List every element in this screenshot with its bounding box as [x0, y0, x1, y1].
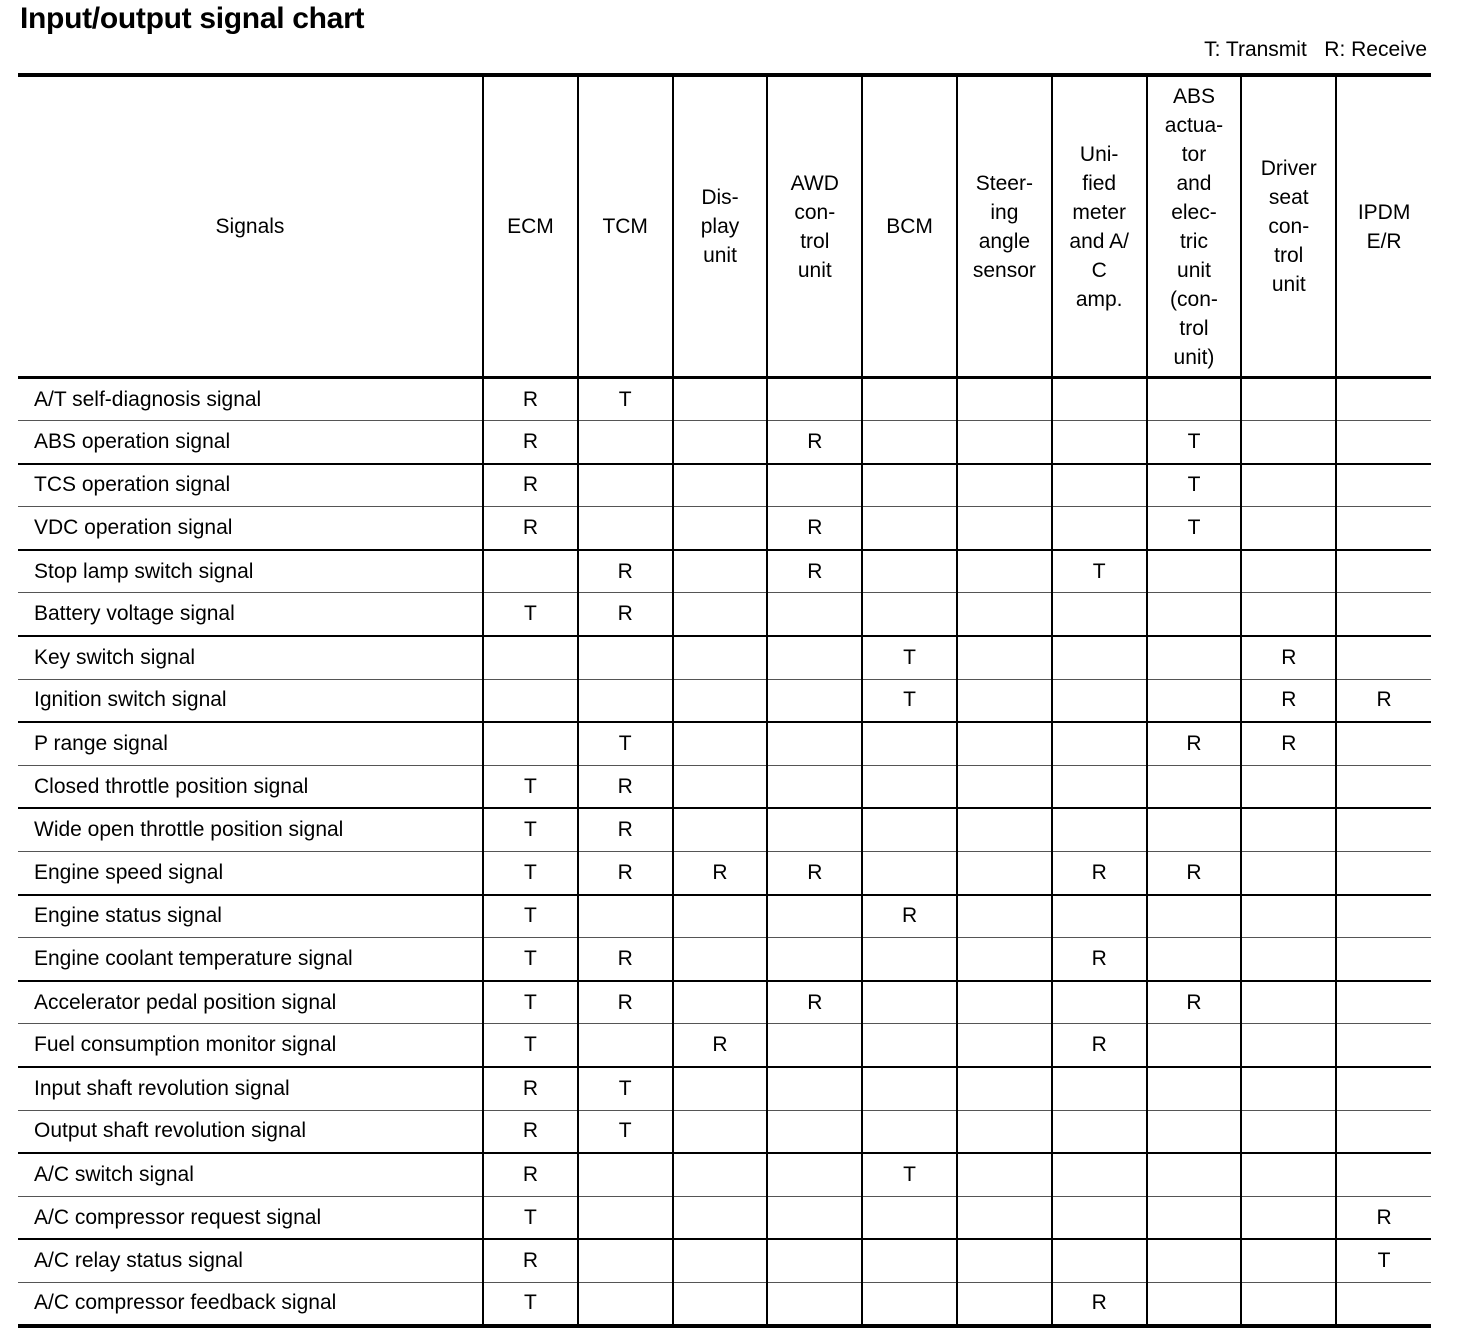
signal-cell	[483, 722, 578, 765]
signal-cell	[483, 679, 578, 722]
signal-cell: T	[862, 1153, 957, 1196]
signal-cell	[862, 550, 957, 593]
signal-cell	[1147, 1282, 1242, 1325]
table-row	[18, 507, 1431, 550]
signal-cell	[1147, 1153, 1242, 1196]
signal-cell: R	[578, 981, 673, 1024]
signal-cell	[578, 679, 673, 722]
signal-cell	[957, 1067, 1052, 1110]
signal-cell	[1241, 1282, 1336, 1325]
signal-cell	[1147, 1024, 1242, 1067]
table-row	[18, 679, 1431, 722]
table-row	[18, 1110, 1431, 1153]
signal-cell: T	[483, 852, 578, 895]
signal-cell	[1052, 1110, 1147, 1153]
signal-cell	[767, 895, 862, 938]
signal-cell	[1147, 938, 1242, 981]
signal-cell	[673, 1067, 768, 1110]
signal-cell: R	[483, 507, 578, 550]
table-row	[18, 593, 1431, 636]
table-row	[18, 464, 1431, 507]
table-row	[18, 1239, 1431, 1282]
signal-name: A/C switch signal	[34, 1162, 194, 1186]
signal-cell: R	[1147, 981, 1242, 1024]
signal-cell	[1241, 981, 1336, 1024]
signal-cell	[767, 938, 862, 981]
signal-cell	[767, 1110, 862, 1153]
signal-cell	[862, 464, 957, 507]
signal-cell	[673, 895, 768, 938]
signal-cell	[578, 1196, 673, 1239]
signal-cell	[1336, 1067, 1431, 1110]
signal-cell	[673, 1239, 768, 1282]
signal-cell	[862, 981, 957, 1024]
signal-cell	[1336, 722, 1431, 765]
signal-cell: R	[1241, 679, 1336, 722]
signal-cell	[767, 1282, 862, 1325]
signal-cell: R	[578, 852, 673, 895]
signal-cell	[957, 1239, 1052, 1282]
signal-cell	[862, 507, 957, 550]
signal-cell	[673, 938, 768, 981]
signal-cell	[767, 1239, 862, 1282]
signal-cell	[673, 593, 768, 636]
signal-cell	[1147, 765, 1242, 808]
signal-cell	[862, 421, 957, 464]
table-row	[18, 1153, 1431, 1196]
table-row	[18, 938, 1431, 981]
signal-cell: T	[483, 895, 578, 938]
signal-cell: R	[483, 1153, 578, 1196]
signal-cell	[1241, 593, 1336, 636]
signal-cell	[1336, 765, 1431, 808]
signal-cell	[1336, 1024, 1431, 1067]
signal-cell	[957, 636, 1052, 679]
table-row	[18, 636, 1431, 679]
signal-cell	[1052, 1196, 1147, 1239]
table-row	[18, 895, 1431, 938]
signal-cell	[1241, 464, 1336, 507]
signal-cell	[1241, 1024, 1336, 1067]
signal-cell: R	[483, 378, 578, 421]
signal-cell	[483, 636, 578, 679]
signal-cell: T	[578, 1067, 673, 1110]
signal-cell	[1052, 1239, 1147, 1282]
signal-cell	[1241, 1196, 1336, 1239]
table-row	[18, 550, 1431, 593]
signal-name: VDC operation signal	[34, 516, 233, 540]
signal-cell: T	[1052, 550, 1147, 593]
signal-cell: R	[483, 1110, 578, 1153]
signal-cell: T	[1336, 1239, 1431, 1282]
signal-cell	[1336, 636, 1431, 679]
header-unit: BCM	[862, 75, 957, 378]
signal-cell	[957, 507, 1052, 550]
signal-cell	[767, 1024, 862, 1067]
signal-cell	[1147, 1067, 1242, 1110]
signal-cell: T	[483, 765, 578, 808]
signal-cell	[862, 593, 957, 636]
signal-cell	[957, 938, 1052, 981]
signal-cell	[1241, 1067, 1336, 1110]
signal-cell	[957, 808, 1052, 851]
header-unit: AWD con- trol unit	[767, 75, 862, 378]
signal-cell: R	[1241, 722, 1336, 765]
signal-cell	[1241, 550, 1336, 593]
signal-cell	[862, 1196, 957, 1239]
signal-cell	[957, 1282, 1052, 1325]
signal-cell	[957, 378, 1052, 421]
signal-name: Output shaft revolution signal	[34, 1119, 306, 1143]
signal-cell	[673, 507, 768, 550]
signal-cell: R	[1147, 852, 1242, 895]
signal-cell	[957, 593, 1052, 636]
signal-name: A/T self-diagnosis signal	[34, 387, 262, 411]
header-signals: Signals	[215, 215, 285, 238]
signal-cell: R	[767, 421, 862, 464]
signal-cell	[1336, 593, 1431, 636]
signal-cell: R	[578, 593, 673, 636]
signal-cell	[673, 722, 768, 765]
signal-cell	[578, 421, 673, 464]
signal-cell: R	[767, 852, 862, 895]
table-row	[18, 1024, 1431, 1067]
signal-cell: T	[483, 1196, 578, 1239]
signal-cell	[1052, 464, 1147, 507]
signal-cell	[862, 378, 957, 421]
signal-cell	[673, 1153, 768, 1196]
signal-cell: R	[483, 1239, 578, 1282]
signal-cell	[1336, 938, 1431, 981]
signal-cell	[957, 1153, 1052, 1196]
signal-cell	[957, 722, 1052, 765]
signal-cell: R	[483, 421, 578, 464]
signal-cell: R	[578, 765, 673, 808]
signal-cell: T	[862, 679, 957, 722]
signal-cell: R	[673, 1024, 768, 1067]
signal-cell: R	[483, 464, 578, 507]
signal-name: ABS operation signal	[34, 429, 231, 453]
signal-cell	[578, 507, 673, 550]
signal-cell	[957, 852, 1052, 895]
signal-cell	[1336, 808, 1431, 851]
signal-cell	[862, 1239, 957, 1282]
header-unit: Steer- ing angle sensor	[957, 75, 1052, 378]
signal-cell	[673, 808, 768, 851]
signal-cell: T	[483, 981, 578, 1024]
table-header-row	[18, 75, 1431, 378]
signal-cell	[957, 895, 1052, 938]
signal-name: A/C compressor feedback signal	[34, 1291, 337, 1315]
signal-cell	[862, 765, 957, 808]
signal-cell	[673, 1282, 768, 1325]
signal-name: Engine status signal	[34, 904, 222, 928]
signal-cell	[578, 1239, 673, 1282]
signal-name: Accelerator pedal position signal	[34, 990, 337, 1014]
signal-cell	[1147, 636, 1242, 679]
signal-cell	[1052, 636, 1147, 679]
signal-cell	[1241, 895, 1336, 938]
signal-name: TCS operation signal	[34, 473, 231, 497]
signal-cell: R	[767, 550, 862, 593]
signal-cell	[1052, 895, 1147, 938]
signal-cell	[1336, 895, 1431, 938]
signal-name: Engine coolant temperature signal	[34, 947, 353, 971]
signal-cell	[767, 765, 862, 808]
signal-cell	[1147, 895, 1242, 938]
signal-cell: R	[578, 938, 673, 981]
table-row	[18, 378, 1431, 421]
signal-cell	[957, 765, 1052, 808]
signal-name: Closed throttle position signal	[34, 774, 309, 798]
signal-cell	[1147, 1239, 1242, 1282]
header-unit: ECM	[483, 75, 578, 378]
signal-cell	[1336, 507, 1431, 550]
signal-cell	[673, 378, 768, 421]
signal-cell	[957, 421, 1052, 464]
signal-cell	[767, 464, 862, 507]
signal-cell	[1147, 1196, 1242, 1239]
signal-cell	[1052, 421, 1147, 464]
signal-cell	[1052, 808, 1147, 851]
signal-name: Stop lamp switch signal	[34, 559, 254, 583]
table-body	[18, 378, 1431, 1326]
signal-cell	[1052, 507, 1147, 550]
signal-cell	[578, 895, 673, 938]
signal-cell: R	[1052, 1024, 1147, 1067]
page-title: Input/output signal chart	[20, 2, 365, 35]
table-row	[18, 1196, 1431, 1239]
signal-cell	[1241, 1110, 1336, 1153]
signal-cell	[957, 1024, 1052, 1067]
table-row	[18, 722, 1431, 765]
signal-cell: R	[1336, 679, 1431, 722]
signal-cell: R	[673, 852, 768, 895]
signal-cell	[673, 464, 768, 507]
signal-cell	[1052, 679, 1147, 722]
signal-cell	[862, 1110, 957, 1153]
signal-name: Key switch signal	[34, 645, 196, 669]
signal-name: Wide open throttle position signal	[34, 818, 344, 842]
signal-cell	[1336, 421, 1431, 464]
signal-cell	[862, 722, 957, 765]
signal-cell	[957, 1110, 1052, 1153]
signal-name: A/C compressor request signal	[34, 1205, 322, 1229]
signal-cell	[957, 1196, 1052, 1239]
signal-cell	[1336, 1153, 1431, 1196]
signal-cell	[767, 636, 862, 679]
signal-cell: R	[1052, 1282, 1147, 1325]
header-unit: IPDM E/R	[1336, 75, 1431, 378]
signal-cell: T	[1147, 421, 1242, 464]
signal-cell	[1241, 1153, 1336, 1196]
signal-cell: R	[578, 550, 673, 593]
signal-cell	[767, 722, 862, 765]
signal-cell: R	[1336, 1196, 1431, 1239]
signal-cell: R	[862, 895, 957, 938]
signal-cell	[1241, 507, 1336, 550]
signal-cell	[1241, 852, 1336, 895]
signal-cell	[1052, 765, 1147, 808]
signal-cell	[1336, 981, 1431, 1024]
signal-cell	[483, 550, 578, 593]
table-row	[18, 808, 1431, 851]
signal-cell	[1147, 593, 1242, 636]
signal-cell	[862, 1067, 957, 1110]
signal-cell	[673, 1196, 768, 1239]
signal-cell	[1052, 1153, 1147, 1196]
signal-cell: R	[767, 981, 862, 1024]
signal-cell	[1336, 852, 1431, 895]
signal-cell: R	[1052, 852, 1147, 895]
table-row	[18, 1282, 1431, 1325]
signal-cell	[1052, 378, 1147, 421]
signal-cell	[673, 765, 768, 808]
signal-cell: R	[767, 507, 862, 550]
signal-cell	[862, 1024, 957, 1067]
signal-cell: T	[483, 1282, 578, 1325]
signal-name: Engine speed signal	[34, 860, 224, 884]
signal-cell	[1241, 808, 1336, 851]
signal-cell	[1147, 378, 1242, 421]
signal-name: Battery voltage signal	[34, 602, 235, 626]
signal-cell	[862, 1282, 957, 1325]
signal-cell: T	[578, 1110, 673, 1153]
signal-cell	[673, 981, 768, 1024]
signal-cell	[1336, 1110, 1431, 1153]
signal-cell	[1241, 765, 1336, 808]
signal-name: P range signal	[34, 732, 168, 756]
signal-cell	[767, 1196, 862, 1239]
signal-cell: T	[578, 378, 673, 421]
signal-cell: R	[578, 808, 673, 851]
signal-cell	[673, 421, 768, 464]
signal-cell: T	[483, 593, 578, 636]
signal-cell	[578, 1153, 673, 1196]
header-unit: Driver seat con- trol unit	[1241, 75, 1336, 378]
signal-cell	[767, 679, 862, 722]
signal-name: Fuel consumption monitor signal	[34, 1033, 337, 1057]
signal-cell: T	[483, 1024, 578, 1067]
signal-cell	[957, 464, 1052, 507]
signal-cell: R	[1241, 636, 1336, 679]
signal-cell	[673, 550, 768, 593]
table-row	[18, 981, 1431, 1024]
signal-cell: R	[483, 1067, 578, 1110]
signal-cell	[957, 981, 1052, 1024]
signal-cell: R	[1052, 938, 1147, 981]
header-unit: Dis- play unit	[673, 75, 768, 378]
signal-name: A/C relay status signal	[34, 1249, 243, 1273]
signal-cell: T	[578, 722, 673, 765]
signal-cell	[578, 636, 673, 679]
signal-cell	[957, 550, 1052, 593]
signal-cell	[1336, 378, 1431, 421]
signal-cell: T	[862, 636, 957, 679]
signal-cell	[767, 378, 862, 421]
signal-cell	[767, 1153, 862, 1196]
header-unit: TCM	[578, 75, 673, 378]
header-unit: ABS actua- tor and elec- tric unit (con- trol unit)	[1147, 75, 1242, 378]
signal-cell	[862, 938, 957, 981]
table-row	[18, 852, 1431, 895]
signal-cell	[1241, 421, 1336, 464]
signal-name: Input shaft revolution signal	[34, 1076, 290, 1100]
signal-cell	[767, 808, 862, 851]
signal-table	[18, 73, 1431, 1328]
signal-cell	[1336, 464, 1431, 507]
signal-cell	[767, 1067, 862, 1110]
legend: T: Transmit R: Receive	[1204, 38, 1427, 61]
table-row	[18, 421, 1431, 464]
signal-name: Ignition switch signal	[34, 688, 227, 712]
signal-cell	[578, 1282, 673, 1325]
signal-cell	[862, 852, 957, 895]
signal-cell	[673, 1110, 768, 1153]
signal-cell	[1147, 808, 1242, 851]
signal-cell	[957, 679, 1052, 722]
signal-cell	[1336, 550, 1431, 593]
signal-cell	[862, 808, 957, 851]
signal-cell	[1147, 550, 1242, 593]
signal-cell	[1052, 1067, 1147, 1110]
signal-cell	[1147, 1110, 1242, 1153]
table-row	[18, 765, 1431, 808]
header-unit: Uni- fied meter and A/ C amp.	[1052, 75, 1147, 378]
signal-cell	[1052, 593, 1147, 636]
signal-cell: T	[1147, 507, 1242, 550]
signal-cell: T	[483, 938, 578, 981]
signal-cell	[1241, 938, 1336, 981]
signal-cell	[1241, 378, 1336, 421]
signal-cell	[767, 593, 862, 636]
signal-cell: T	[483, 808, 578, 851]
signal-cell	[1147, 679, 1242, 722]
signal-cell: R	[1147, 722, 1242, 765]
signal-cell	[1241, 1239, 1336, 1282]
signal-cell	[578, 1024, 673, 1067]
signal-cell	[673, 636, 768, 679]
signal-cell	[1336, 1282, 1431, 1325]
signal-cell	[1052, 981, 1147, 1024]
signal-cell	[673, 679, 768, 722]
signal-cell	[1052, 722, 1147, 765]
signal-cell	[578, 464, 673, 507]
signal-cell: T	[1147, 464, 1242, 507]
table-row	[18, 1067, 1431, 1110]
